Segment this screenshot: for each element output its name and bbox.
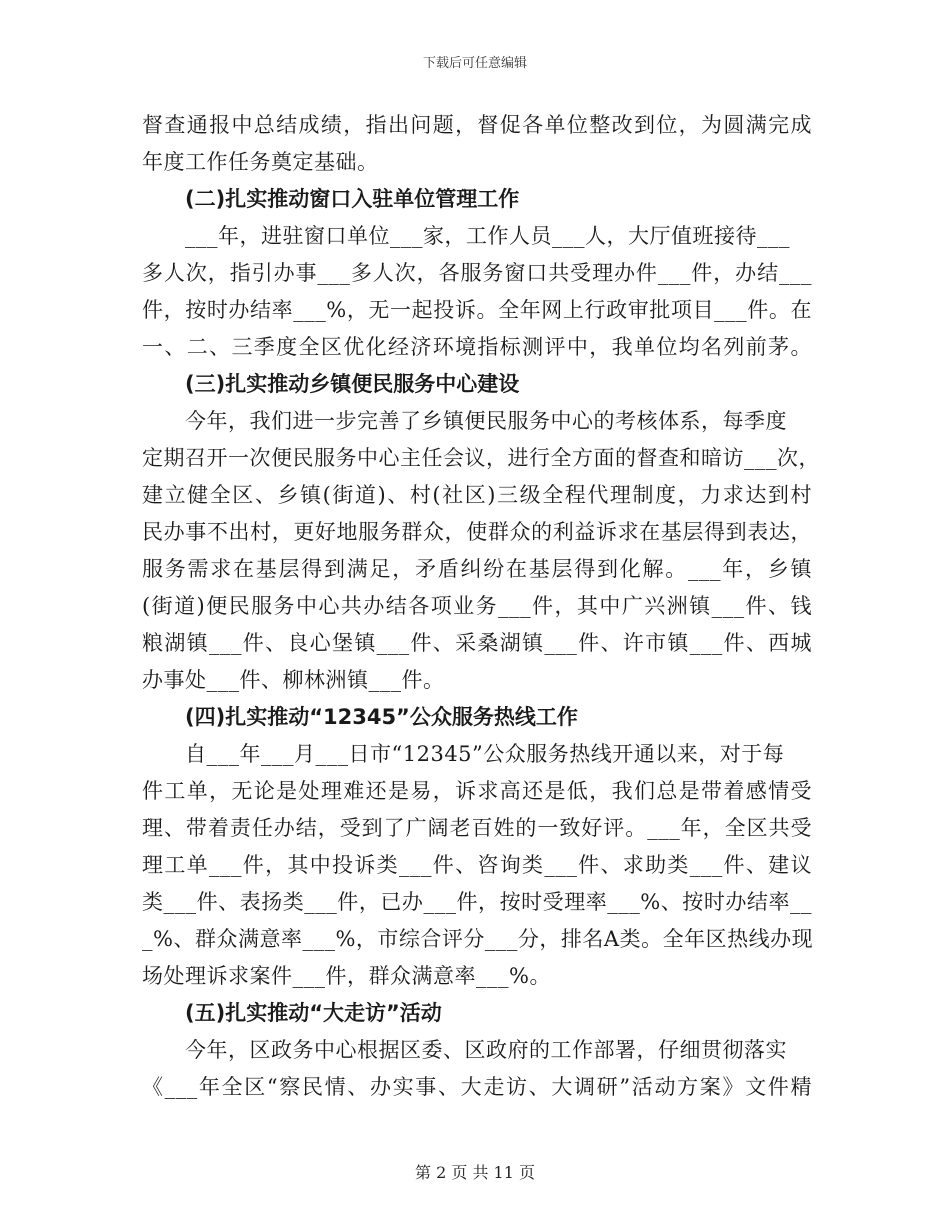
line: 类___件、表扬类___件，已办___件，按时受理率___%、按时办结率__ [142, 890, 812, 914]
line: 自___年___月___日市“12345”公众服务热线开通以来，对于每 [185, 742, 785, 766]
line: 建立健全区、乡镇(街道)、村(社区)三级全程代理制度，力求达到村 [142, 483, 812, 507]
line: 一、二、三季度全区优化经济环境指标测评中，我单位均名列前茅。 [142, 335, 812, 359]
line: 粮湖镇___件、良心堡镇___件、采桑湖镇___件、许市镇___件、西城 [142, 631, 812, 655]
line: 《___年全区“察民情、办实事、大走访、大调研”活动方案》文件精 [142, 1075, 812, 1099]
line: 件工单，无论是处理难还是易，诉求高还是低，我们总是带着感情受 [142, 779, 812, 803]
section-heading: (三)扎实推动乡镇便民服务中心建设 [185, 372, 520, 396]
line: 场处理诉求案件___件，群众满意率___%。 [142, 964, 551, 988]
line: 多人次，指引办事___多人次，各服务窗口共受理办件___件，办结___ [142, 261, 812, 285]
line: _%、群众满意率___%，市综合评分___分，排名A类。全年区热线办现 [142, 927, 814, 951]
line: 年度工作任务奠定基础。 [142, 150, 379, 174]
line: 件，按时办结率___%，无一起投诉。全年网上行政审批项目___件。在 [142, 298, 812, 322]
section-heading: (五)扎实推动“大走访”活动 [185, 1001, 442, 1025]
line: 今年，区政务中心根据区委、区政府的工作部署，仔细贯彻落实 [185, 1038, 787, 1062]
section-heading: (四)扎实推动“12345”公众服务热线工作 [185, 705, 578, 729]
page-header: 下载后可任意编辑 [422, 56, 527, 71]
line: 今年，我们进一步完善了乡镇便民服务中心的考核体系，每季度 [185, 409, 787, 433]
page-footer: 第 2 页 共 11 页 [415, 1163, 535, 1182]
document-body [142, 107, 820, 1106]
line: 理工单___件，其中投诉类___件、咨询类___件、求助类___件、建议 [142, 853, 812, 877]
line: ___年，进驻窗口单位___家，工作人员___人，大厅值班接待___ [185, 224, 790, 248]
line: 服务需求在基层得到满足，矛盾纠纷在基层得到化解。___年，乡镇 [142, 557, 812, 581]
line: (街道)便民服务中心共办结各项业务___件，其中广兴洲镇___件、钱 [142, 594, 812, 618]
line: 督查通报中总结成绩，指出问题，督促各单位整改到位，为圆满完成 [142, 113, 812, 137]
line: 定期召开一次便民服务中心主任会议，进行全方面的督查和暗访___次， [142, 446, 820, 470]
line: 理、带着责任办结，受到了广阔老百姓的一致好评。___年，全区共受 [142, 816, 812, 840]
section-heading: (二)扎实推动窗口入驻单位管理工作 [185, 187, 520, 211]
line: 办事处___件、柳林洲镇___件。 [142, 668, 445, 692]
line: 民办事不出村，更好地服务群众，使群众的利益诉求在基层得到表达， [142, 520, 812, 544]
